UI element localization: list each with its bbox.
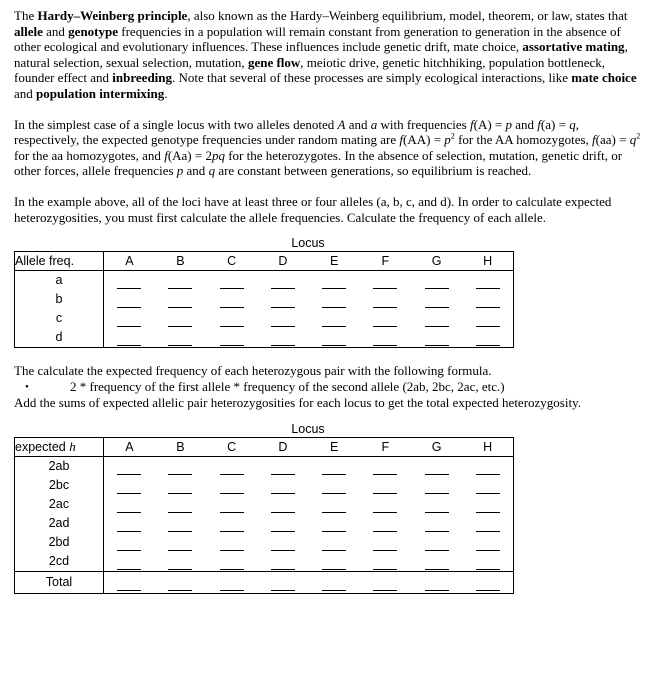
p1-bold-population-intermixing: population intermixing xyxy=(36,85,165,101)
answer-blank-rule xyxy=(425,288,449,289)
paragraph-single-locus-equations xyxy=(0,117,660,179)
table1-cell-a-D[interactable] xyxy=(257,271,308,291)
p2-text-3: with frequencies xyxy=(377,116,470,132)
table1-cell-d-B[interactable] xyxy=(155,328,206,348)
p2-italic-q-1: q xyxy=(569,116,576,132)
answer-blank-rule xyxy=(117,531,141,532)
answer-blank-rule xyxy=(117,307,141,308)
answer-blank-rule xyxy=(425,531,449,532)
p2-italic-q-2: q xyxy=(629,132,637,148)
table2-cell-2bc-G[interactable] xyxy=(411,476,462,495)
p1-text-6: , meiotic drive, genetic hitchhiking, population bottleneck, founder effect and xyxy=(14,54,605,86)
p1-bold-allele: allele xyxy=(14,23,43,39)
table2-cell-2ad-E[interactable] xyxy=(309,514,360,533)
table1-cell-d-D[interactable] xyxy=(257,328,308,348)
p2-text-4: (A) = xyxy=(473,116,506,132)
answer-blank-rule xyxy=(220,307,244,308)
p1-text-1: The xyxy=(14,8,38,23)
p1-text-4: frequencies in a population will remain constant from generation to generation in the absence of other ecological and evolutionary influences. These influences include genetic drift, mate choice, xyxy=(14,23,621,55)
table1-row-label-b: b xyxy=(15,290,104,309)
table1-column-header-g: G xyxy=(411,252,462,271)
answer-blank-rule xyxy=(476,531,500,532)
answer-blank-rule xyxy=(271,493,295,494)
answer-blank-rule xyxy=(168,550,192,551)
p2-italic-q-3: q xyxy=(208,163,216,179)
table-row xyxy=(15,495,514,514)
table2-corner-header-prefix: expected xyxy=(15,439,70,454)
answer-blank-rule xyxy=(425,550,449,551)
table1-corner-header: Allele freq. xyxy=(15,252,104,271)
table2-cell-2bc-A[interactable] xyxy=(104,476,155,495)
table-row xyxy=(15,533,514,552)
answer-blank-rule xyxy=(220,326,244,327)
p2-italic-f-3: f xyxy=(399,132,404,148)
answer-blank-rule xyxy=(271,326,295,327)
paragraph-example-instructions: In the example above, all of the loci have at least three or four alleles (a, b, c, and d). In order to calculate expected heterozygosities, you must first calculate the allele frequencies. Calculate the frequency of each allele. xyxy=(14,193,612,225)
table2-cell-2cd-E[interactable] xyxy=(309,552,360,572)
answer-blank-rule xyxy=(322,590,346,591)
table2-cell-2ab-H[interactable] xyxy=(462,456,513,476)
paragraph-total-heterozygosity-instruction: Add the sums of expected allelic pair heterozygosities for each locus to get the total expected heterozygosity. xyxy=(14,395,581,411)
answer-blank-rule xyxy=(168,326,192,327)
p1-bold-mate-choice: mate choice xyxy=(571,70,637,86)
p2-text-8: (AA) = xyxy=(403,132,445,148)
expected-heterozygosity-table-block xyxy=(0,422,660,594)
answer-blank-rule xyxy=(322,307,346,308)
p2-italic-f-4: f xyxy=(592,132,596,148)
table2-cell-2bc-B[interactable] xyxy=(155,476,206,495)
p1-text-2: , also known as the Hardy–Weinberg equilibrium, model, theorem, or law, states that xyxy=(187,8,628,23)
table1-cell-c-B[interactable] xyxy=(155,309,206,328)
table2-cell-2bd-E[interactable] xyxy=(309,533,360,552)
table1-cell-a-A[interactable] xyxy=(104,271,155,291)
answer-blank-rule xyxy=(322,569,346,570)
answer-blank-rule xyxy=(476,345,500,346)
table-row xyxy=(15,476,514,495)
answer-blank-rule xyxy=(168,474,192,475)
p2-italic-pq: pq xyxy=(211,147,225,163)
answer-blank-rule xyxy=(476,569,500,570)
table2-cell-total-D[interactable] xyxy=(257,571,308,593)
p2-superscript-2-on-q: 2 xyxy=(636,131,641,141)
answer-blank-rule xyxy=(168,569,192,570)
table2-column-header-c: C xyxy=(206,437,257,456)
table2-cell-2ab-D[interactable] xyxy=(257,456,308,476)
table2-cell-2ab-G[interactable] xyxy=(411,456,462,476)
table1-cell-c-H[interactable] xyxy=(462,309,513,328)
table2-corner-header xyxy=(15,437,104,456)
answer-blank-rule xyxy=(271,345,295,346)
answer-blank-rule xyxy=(271,531,295,532)
table2-cell-2bd-H[interactable] xyxy=(462,533,513,552)
expected-heterozygosity-table xyxy=(14,437,514,594)
answer-blank-rule xyxy=(117,326,141,327)
table2-cell-2ad-D[interactable] xyxy=(257,514,308,533)
table2-cell-2ac-C[interactable] xyxy=(206,495,257,514)
answer-blank-rule xyxy=(220,531,244,532)
answer-blank-rule xyxy=(271,474,295,475)
answer-blank-rule xyxy=(373,550,397,551)
table2-cell-2cd-A[interactable] xyxy=(104,552,155,572)
table2-cell-2bc-H[interactable] xyxy=(462,476,513,495)
answer-blank-rule xyxy=(425,493,449,494)
table1-row-label-d: d xyxy=(15,328,104,348)
table1-cell-a-G[interactable] xyxy=(411,271,462,291)
answer-blank-rule xyxy=(322,531,346,532)
p2-italic-f-5: f xyxy=(164,147,168,163)
table2-cell-total-F[interactable] xyxy=(360,571,411,593)
table1-cell-b-A[interactable] xyxy=(104,290,155,309)
table2-cell-2ac-H[interactable] xyxy=(462,495,513,514)
table2-cell-2bd-G[interactable] xyxy=(411,533,462,552)
table1-cell-a-H[interactable] xyxy=(462,271,513,291)
table-row xyxy=(15,290,514,309)
answer-blank-rule xyxy=(117,590,141,591)
table2-locus-caption: Locus xyxy=(291,421,325,436)
answer-blank-rule xyxy=(373,590,397,591)
table2-cell-2ab-A[interactable] xyxy=(104,456,155,476)
answer-blank-rule xyxy=(373,569,397,570)
table1-cell-c-E[interactable] xyxy=(309,309,360,328)
table2-cell-2bd-D[interactable] xyxy=(257,533,308,552)
table-row xyxy=(15,309,514,328)
table2-cell-2ad-F[interactable] xyxy=(360,514,411,533)
table-row xyxy=(15,271,514,291)
table1-column-header-e: E xyxy=(309,252,360,271)
answer-blank-rule xyxy=(322,474,346,475)
table1-row-label-c: c xyxy=(15,309,104,328)
answer-blank-rule xyxy=(476,474,500,475)
table-row xyxy=(15,456,514,476)
answer-blank-rule xyxy=(117,569,141,570)
table2-cell-2bd-F[interactable] xyxy=(360,533,411,552)
answer-blank-rule xyxy=(476,512,500,513)
answer-blank-rule xyxy=(168,307,192,308)
answer-blank-rule xyxy=(322,550,346,551)
answer-blank-rule xyxy=(425,307,449,308)
table2-cell-2cd-D[interactable] xyxy=(257,552,308,572)
p2-italic-p-1: p xyxy=(505,116,513,132)
table2-cell-2bd-C[interactable] xyxy=(206,533,257,552)
bullet-item-formula xyxy=(0,379,660,396)
bullet-item-text: 2 * frequency of the first allele * frequency of the second allele (2ab, 2bc, 2ac, etc.) xyxy=(70,378,505,394)
table2-cell-2cd-C[interactable] xyxy=(206,552,257,572)
answer-blank-rule xyxy=(220,569,244,570)
table1-cell-b-B[interactable] xyxy=(155,290,206,309)
table1-locus-caption: Locus xyxy=(291,236,325,251)
table2-cell-2cd-F[interactable] xyxy=(360,552,411,572)
allele-frequency-table-block xyxy=(0,236,660,348)
table1-cell-b-E[interactable] xyxy=(309,290,360,309)
table1-cell-c-C[interactable] xyxy=(206,309,257,328)
answer-blank-rule xyxy=(425,345,449,346)
table1-cell-d-G[interactable] xyxy=(411,328,462,348)
answer-blank-rule xyxy=(117,550,141,551)
table1-cell-d-E[interactable] xyxy=(309,328,360,348)
answer-blank-rule xyxy=(322,326,346,327)
answer-blank-rule xyxy=(425,512,449,513)
table2-cell-2ac-A[interactable] xyxy=(104,495,155,514)
table1-cell-a-F[interactable] xyxy=(360,271,411,291)
table2-cell-2ad-B[interactable] xyxy=(155,514,206,533)
answer-blank-rule xyxy=(373,474,397,475)
table1-column-header-d: D xyxy=(257,252,308,271)
table2-column-header-g: G xyxy=(411,437,462,456)
answer-blank-rule xyxy=(168,512,192,513)
answer-blank-rule xyxy=(220,590,244,591)
table2-cell-total-H[interactable] xyxy=(462,571,513,593)
answer-blank-rule xyxy=(373,531,397,532)
p2-text-9: for the AA homozygotes, xyxy=(454,132,593,148)
p1-text-3: and xyxy=(42,23,69,39)
answer-blank-rule xyxy=(271,550,295,551)
table2-row-label-2bc: 2bc xyxy=(15,476,104,495)
answer-blank-rule xyxy=(271,569,295,570)
table2-cell-2ac-F[interactable] xyxy=(360,495,411,514)
answer-blank-rule xyxy=(425,590,449,591)
answer-blank-rule xyxy=(425,474,449,475)
table2-cell-2bc-D[interactable] xyxy=(257,476,308,495)
table2-cell-2ac-B[interactable] xyxy=(155,495,206,514)
table-row-total xyxy=(15,571,514,593)
answer-blank-rule xyxy=(117,288,141,289)
table2-column-header-a: A xyxy=(104,437,155,456)
answer-blank-rule xyxy=(373,493,397,494)
answer-blank-rule xyxy=(425,569,449,570)
table2-column-header-h: H xyxy=(462,437,513,456)
p1-text-9: . xyxy=(164,85,168,101)
table1-column-header-f: F xyxy=(360,252,411,271)
answer-blank-rule xyxy=(373,345,397,346)
answer-blank-rule xyxy=(168,531,192,532)
answer-blank-rule xyxy=(373,307,397,308)
answer-blank-rule xyxy=(168,590,192,591)
table-row xyxy=(15,328,514,348)
paragraph-hardy-weinberg-definition xyxy=(0,8,660,102)
answer-blank-rule xyxy=(220,345,244,346)
table2-cell-total-E[interactable] xyxy=(309,571,360,593)
p1-bold-inbreeding: inbreeding xyxy=(112,70,173,86)
table2-cell-2ad-A[interactable] xyxy=(104,514,155,533)
table2-row-label-2ad: 2ad xyxy=(15,514,104,533)
table2-cell-total-G[interactable] xyxy=(411,571,462,593)
p2-text-13: for the heterozygotes. In the absence of selection, mutation, genetic drift, or other forces, allele frequencies xyxy=(14,147,623,179)
table2-cell-2cd-H[interactable] xyxy=(462,552,513,572)
answer-blank-rule xyxy=(476,288,500,289)
answer-blank-rule xyxy=(373,512,397,513)
table2-cell-2cd-B[interactable] xyxy=(155,552,206,572)
p2-text-15: are constant between generations, so equilibrium is reached. xyxy=(215,163,532,179)
bullet-dot-icon: • xyxy=(14,380,29,393)
answer-blank-rule xyxy=(117,493,141,494)
table2-cell-2ac-E[interactable] xyxy=(309,495,360,514)
answer-blank-rule xyxy=(271,590,295,591)
table2-cell-2cd-G[interactable] xyxy=(411,552,462,572)
table2-cell-2bd-B[interactable] xyxy=(155,533,206,552)
table-row xyxy=(15,552,514,572)
table1-cell-c-A[interactable] xyxy=(104,309,155,328)
p2-text-14: and xyxy=(183,163,209,179)
answer-blank-rule xyxy=(476,493,500,494)
table1-cell-d-A[interactable] xyxy=(104,328,155,348)
p2-text-7: , respectively, the expected genotype frequencies under random mating are xyxy=(14,116,579,148)
table1-column-header-h: H xyxy=(462,252,513,271)
table2-cell-2ad-H[interactable] xyxy=(462,514,513,533)
answer-blank-rule xyxy=(168,345,192,346)
p2-italic-p-2: p xyxy=(444,132,451,148)
answer-blank-rule xyxy=(271,512,295,513)
table1-cell-d-F[interactable] xyxy=(360,328,411,348)
p1-bold-assortative-mating: assortative mating xyxy=(522,39,625,55)
table1-cell-b-C[interactable] xyxy=(206,290,257,309)
answer-blank-rule xyxy=(425,326,449,327)
table2-header-row xyxy=(15,437,514,456)
p2-superscript-2-on-p: 2 xyxy=(450,131,455,141)
table2-cell-total-A[interactable] xyxy=(104,571,155,593)
answer-blank-rule xyxy=(220,493,244,494)
answer-blank-rule xyxy=(373,326,397,327)
table2-cell-2bc-E[interactable] xyxy=(309,476,360,495)
table2-cell-total-B[interactable] xyxy=(155,571,206,593)
table1-cell-a-B[interactable] xyxy=(155,271,206,291)
table-row xyxy=(15,514,514,533)
p2-text-11: for the aa homozygotes, and xyxy=(14,147,165,163)
table2-column-header-e: E xyxy=(309,437,360,456)
table2-cell-2ad-G[interactable] xyxy=(411,514,462,533)
table1-column-header-c: C xyxy=(206,252,257,271)
table2-cell-2ab-B[interactable] xyxy=(155,456,206,476)
answer-blank-rule xyxy=(271,288,295,289)
table2-cell-2bc-F[interactable] xyxy=(360,476,411,495)
p2-text-1: In the simplest case of a single locus with two alleles denoted xyxy=(14,116,338,132)
p2-text-6: (a) = xyxy=(540,116,570,132)
table1-cell-b-F[interactable] xyxy=(360,290,411,309)
answer-blank-rule xyxy=(168,288,192,289)
table2-cell-2ab-C[interactable] xyxy=(206,456,257,476)
table2-cell-2bd-A[interactable] xyxy=(104,533,155,552)
answer-blank-rule xyxy=(476,550,500,551)
p1-bold-gene-flow: gene flow xyxy=(247,54,301,70)
p1-text-5: , natural selection, sexual selection, mutation, xyxy=(14,39,628,70)
table1-column-header-b: B xyxy=(155,252,206,271)
table2-row-label-2ab: 2ab xyxy=(15,456,104,476)
table1-cell-a-E[interactable] xyxy=(309,271,360,291)
bullet-indent-spacer xyxy=(14,379,70,396)
answer-blank-rule xyxy=(220,550,244,551)
p2-italic-f-1: f xyxy=(470,116,474,132)
answer-blank-rule xyxy=(117,474,141,475)
table2-cell-2ab-F[interactable] xyxy=(360,456,411,476)
table2-cell-2ad-C[interactable] xyxy=(206,514,257,533)
p2-italic-p-3: p xyxy=(176,163,184,179)
answer-blank-rule xyxy=(476,590,500,591)
table2-cell-total-C[interactable] xyxy=(206,571,257,593)
table1-cell-c-D[interactable] xyxy=(257,309,308,328)
table2-cell-2bc-C[interactable] xyxy=(206,476,257,495)
table2-column-header-b: B xyxy=(155,437,206,456)
answer-blank-rule xyxy=(476,307,500,308)
table1-cell-b-G[interactable] xyxy=(411,290,462,309)
answer-blank-rule xyxy=(220,474,244,475)
table2-cell-2ac-G[interactable] xyxy=(411,495,462,514)
table2-column-header-d: D xyxy=(257,437,308,456)
p2-italic-allele-a: a xyxy=(370,116,378,132)
p2-text-10: (aa) = xyxy=(595,132,630,148)
table2-row-label-2bd: 2bd xyxy=(15,533,104,552)
p2-text-5: and xyxy=(512,116,538,132)
table1-cell-c-G[interactable] xyxy=(411,309,462,328)
answer-blank-rule xyxy=(117,512,141,513)
answer-blank-rule xyxy=(117,345,141,346)
table1-cell-a-C[interactable] xyxy=(206,271,257,291)
allele-frequency-table xyxy=(14,251,514,348)
answer-blank-rule xyxy=(220,512,244,513)
table1-cell-b-D[interactable] xyxy=(257,290,308,309)
answer-blank-rule xyxy=(322,512,346,513)
p2-text-2: and xyxy=(345,116,371,132)
table2-row-label-total: Total xyxy=(15,571,104,593)
p1-text-7: . Note that several of these processes are simply ecological interactions, like xyxy=(172,70,572,86)
answer-blank-rule xyxy=(220,288,244,289)
p2-italic-allele-A: A xyxy=(337,116,346,132)
table2-column-header-f: F xyxy=(360,437,411,456)
p1-bold-genotype: genotype xyxy=(68,23,119,39)
p2-text-12: (Aa) = 2 xyxy=(167,147,212,163)
table2-row-label-2ac: 2ac xyxy=(15,495,104,514)
table2-cell-2ac-D[interactable] xyxy=(257,495,308,514)
answer-blank-rule xyxy=(322,288,346,289)
table2-row-label-2cd: 2cd xyxy=(15,552,104,572)
table2-cell-2ab-E[interactable] xyxy=(309,456,360,476)
answer-blank-rule xyxy=(271,307,295,308)
p2-italic-f-2: f xyxy=(537,116,541,132)
table1-column-header-a: A xyxy=(104,252,155,271)
p1-bold-hardy-weinberg-principle: Hardy–Weinberg principle xyxy=(37,8,188,23)
table1-cell-c-F[interactable] xyxy=(360,309,411,328)
table1-header-row xyxy=(15,252,514,271)
answer-blank-rule xyxy=(373,288,397,289)
answer-blank-rule xyxy=(476,326,500,327)
table1-cell-b-H[interactable] xyxy=(462,290,513,309)
p1-text-8: and xyxy=(14,85,37,101)
table1-row-label-a: a xyxy=(15,271,104,291)
answer-blank-rule xyxy=(322,345,346,346)
paragraph-formula-intro: The calculate the expected frequency of each heterozygous pair with the following formula. xyxy=(14,363,492,379)
table2-corner-header-italic-h: h xyxy=(69,438,76,454)
table1-cell-d-C[interactable] xyxy=(206,328,257,348)
answer-blank-rule xyxy=(322,493,346,494)
answer-blank-rule xyxy=(168,493,192,494)
table1-cell-d-H[interactable] xyxy=(462,328,513,348)
